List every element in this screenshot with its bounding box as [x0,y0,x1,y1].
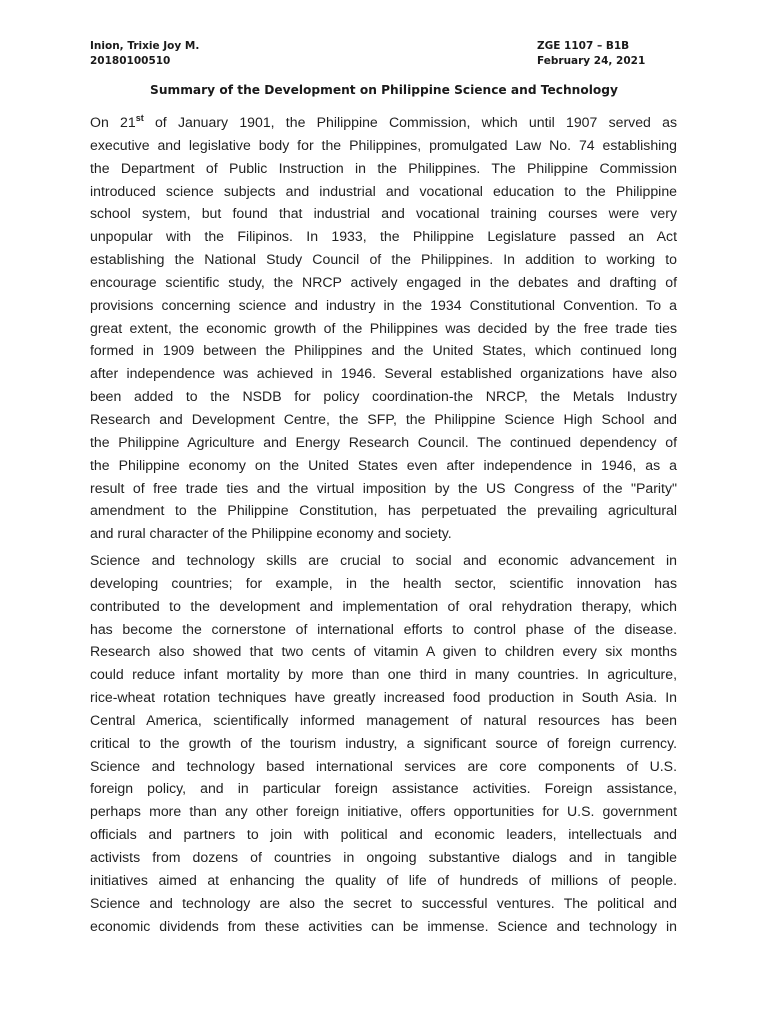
line-text: On 21 [90,114,136,130]
paragraph-line: executive and legislative body for the Philippines, promulgated Law No. 74 establishing [90,136,677,153]
paragraph-line: the Department of Public Instruction in the Philippines. The Philippine Commission [90,159,677,176]
ordinal-superscript: st [135,113,144,123]
paragraph-line: perhaps more than any other foreign initiative, offers opportunities for U.S. government [90,803,677,820]
document-header [90,39,678,71]
paragraph-line: formed in 1909 between the Philippines and the United States, which continued long [90,342,677,359]
paragraph-line: contributed to the development and implementation of oral rehydration therapy, which [90,597,677,614]
paragraph-line: unpopular with the Filipinos. In 1933, the Philippine Legislature passed an Act [90,228,677,245]
header-right [537,39,645,69]
line-text: of January 1901, the Philippine Commission, which until 1907 served as [143,114,677,130]
header-left [90,39,199,69]
document-title: Summary of the Development on Philippine Science and Technology [150,83,618,97]
paragraph-line: establishing the National Study Council of the Philippines. In addition to working to [90,251,677,268]
paragraph-1-line-1 [90,111,677,134]
course-section: ZGE 1107 – B1B [537,40,630,52]
paragraph-line: could reduce infant mortality by more than one third in many countries. In agriculture, [90,666,677,683]
paragraph-line: amendment to the Philippine Constitution, has perpetuated the prevailing agricultural [90,502,677,519]
paragraph-line: officials and partners to join with political and economic leaders, intellectuals and [90,826,677,843]
paragraph-line: Research also showed that two cents of vitamin A given to children every six months [90,643,677,660]
paragraph-line: rice-wheat rotation techniques have greatly increased food production in South Asia. In [90,689,677,706]
paragraph-line: Science and technology based international services are core components of U.S. [90,757,677,774]
student-number: 20180100510 [90,55,171,67]
paragraph-line: critical to the growth of the tourism industry, a significant source of foreign currency. [90,734,677,751]
paragraph-line: the Philippine economy on the United States even after independence in 1946, as a [90,456,677,473]
paragraph-line: initiatives aimed at enhancing the quality of life of hundreds of millions of people. [90,871,677,888]
paragraph-line: and rural character of the Philippine economy and society. [90,525,452,542]
paragraph-line: result of free trade ties and the virtual imposition by the US Congress of the "Parity" [90,479,677,496]
paragraph-line: Research and Development Centre, the SFP, the Philippine Science High School and [90,410,677,427]
paragraph-2 [90,549,677,937]
paragraph-line: school system, but found that industrial and vocational training courses were very [90,205,677,222]
paragraph-line: the Philippine Agriculture and Energy Research Council. The continued dependency of [90,433,677,450]
paragraph-line: Central America, scientifically informed management of natural resources has been [90,711,677,728]
paragraph-line: foreign policy, and in particular foreign assistance activities. Foreign assistance, [90,780,677,797]
paragraph-line: Science and technology skills are crucial to social and economic advancement in [90,552,677,568]
paragraph-line: great extent, the economic growth of the Philippines was decided by the free trade ties [90,319,677,336]
paragraph-line: economic dividends from these activities can be immense. Science and technology in [90,917,677,934]
paragraph-line: has become the cornerstone of international efforts to control phase of the disease. [90,620,677,637]
paragraph-line: activists from dozens of countries in ongoing substantive dialogs and in tangible [90,848,677,865]
author-name: Inion, Trixie Joy M. [90,40,200,52]
paragraph-1 [90,111,677,545]
paragraph-line: after independence was achieved in 1946. Several established organizations have also [90,365,677,382]
paragraph-line: developing countries; for example, in the health sector, scientific innovation has [90,574,677,591]
document-date: February 24, 2021 [537,55,646,67]
paragraph-line: encourage scientific study, the NRCP actively engaged in the debates and drafting of [90,273,677,290]
paragraph-line: provisions concerning science and industry in the 1934 Constitutional Convention. To a [90,296,677,313]
paragraph-line: introduced science subjects and industrial and vocational education to the Philippine [90,182,677,199]
paragraph-line: Science and technology are also the secret to successful ventures. The political and [90,894,677,911]
paragraph-line: been added to the NSDB for policy coordination-the NRCP, the Metals Industry [90,388,677,405]
